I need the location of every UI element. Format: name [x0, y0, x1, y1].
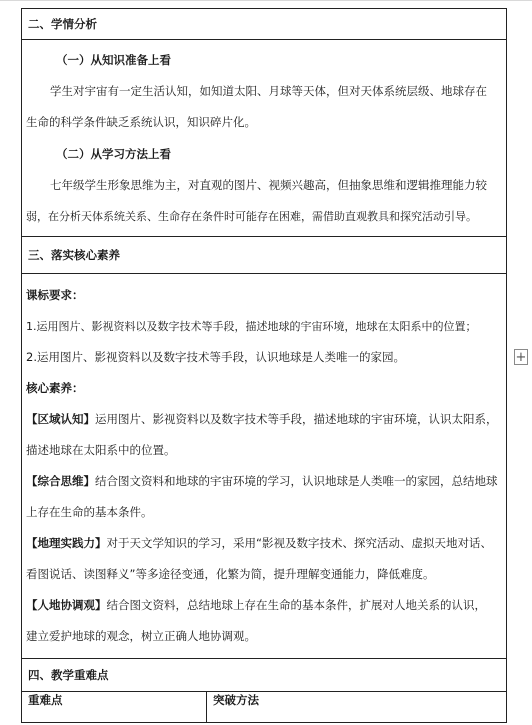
section-2-title: 二、学情分析 — [22, 9, 506, 40]
core-literacy-label: 核心素养： — [26, 381, 84, 395]
curriculum-item-1: 1.运用图片、影视资料以及数字技术等手段，描述地球的宇宙环境，地球在太阳系中的位置； — [26, 320, 477, 333]
human-earth-text: 结合图文资料，总结地球上存在生命的基本条件，扩展对人地关系的认识， — [106, 598, 486, 612]
integrated-thinking-text: 结合图文资料和地球的宇宙环境的学习，认识地球是人类唯一的家园，总结地球 — [95, 474, 498, 488]
practice-line-1 — [22, 528, 506, 559]
key-points-header-row — [22, 692, 506, 723]
human-earth-tag: 【人地协调观】 — [26, 598, 107, 612]
methods-column-header: 突破方法 — [213, 693, 259, 707]
sub-1-line-2: 生命的科学条件缺乏系统认识，知识碎片化。 — [26, 115, 256, 129]
sub-1-line-1: 学生对宇宙有一定生活认知，如知道太阳、月球等天体，但对天体系统层级、地球存在 — [50, 84, 487, 98]
practice-tag: 【地理实践力】 — [26, 536, 107, 550]
sub-2-title: （二）从学习方法上看 — [56, 147, 171, 161]
page-top-rule — [0, 0, 532, 1]
sub-1-title: （一）从知识准备上看 — [56, 53, 171, 67]
practice-line-2: 看图说话、读图释义”等多途径变通，化繁为简，提升理解变通能力，降低难度。 — [26, 567, 435, 581]
curriculum-label: 课标要求： — [26, 288, 84, 302]
section-2-body — [22, 40, 506, 237]
region-cognition-line-2: 描述地球在太阳系中的位置。 — [26, 443, 176, 457]
sub-2-line-2: 弱，在分析天体系统关系、生命存在条件时可能存在困难，需借助直观教具和探究活动引导。 — [26, 210, 477, 223]
practice-text: 对于天文学知识的学习，采用“影视及数字技术、探究活动、虚拟天地对话、 — [106, 536, 492, 550]
integrated-thinking-line-1 — [22, 466, 506, 497]
section-3-title: 三、落实核心素养 — [22, 237, 506, 274]
section-4-title: 四、教学重难点 — [22, 659, 506, 692]
section-3-body — [22, 274, 506, 659]
region-cognition-tag: 【区域认知】 — [26, 412, 95, 426]
lesson-plan-table — [21, 8, 507, 723]
curriculum-item-2: 2.运用图片、影视资料以及数字技术等手段，认识地球是人类唯一的家园。 — [26, 350, 405, 364]
key-points-column-header: 重难点 — [22, 692, 207, 722]
integrated-thinking-line-2: 上存在生命的基本条件。 — [26, 505, 153, 519]
region-cognition-text: 运用图片、影视资料以及数字技术等手段，描述地球的宇宙环境，认识太阳系， — [95, 412, 498, 426]
human-earth-line-1 — [22, 590, 506, 621]
table-add-handle-icon[interactable]: + — [515, 350, 527, 365]
sub-2-line-1: 七年级学生形象思维为主，对直观的图片、视频兴趣高，但抽象思维和逻辑推理能力较 — [50, 178, 487, 192]
integrated-thinking-tag: 【综合思维】 — [26, 474, 95, 488]
region-cognition-line-1 — [22, 404, 506, 435]
human-earth-line-2: 建立爱护地球的观念，树立正确人地协调观。 — [26, 629, 256, 643]
